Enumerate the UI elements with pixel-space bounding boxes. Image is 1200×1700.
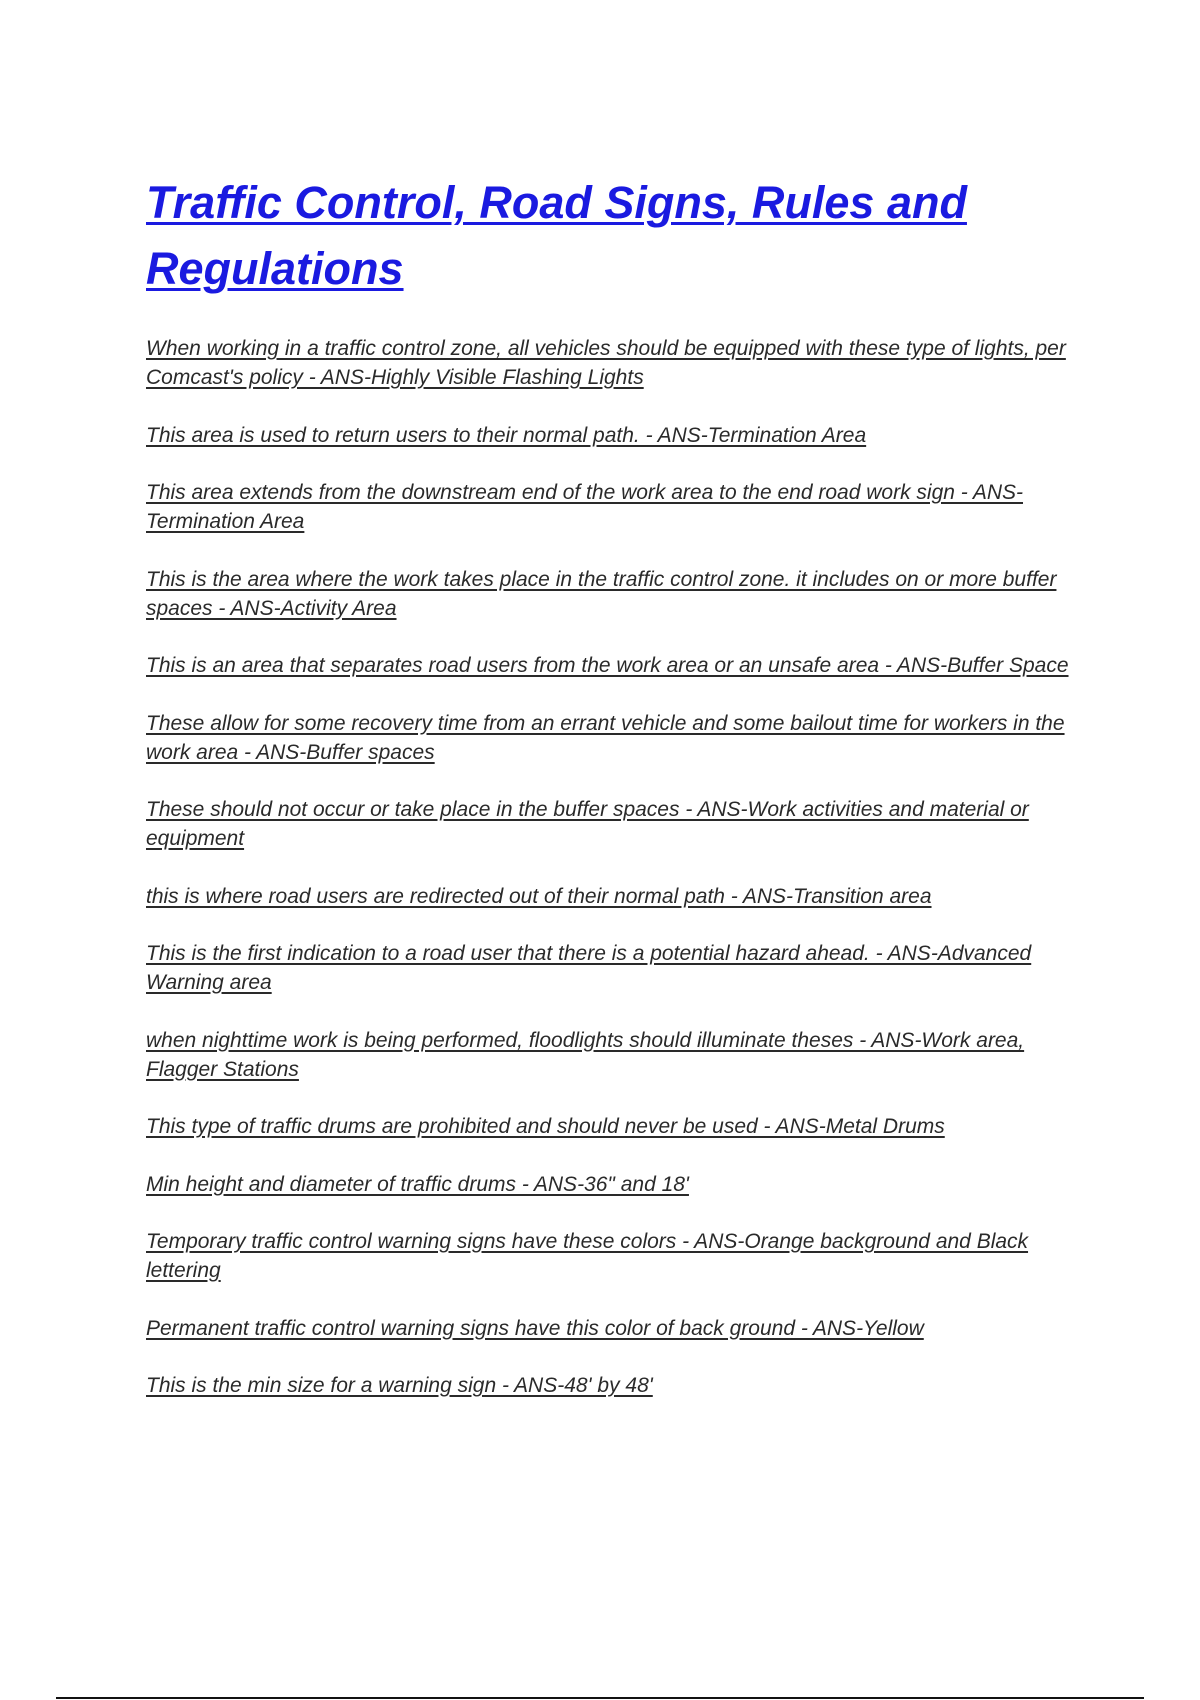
qa-item-7[interactable]: These should not occur or take place in the buffer spaces - ANS-Work activities and material or equipment [146, 798, 1029, 850]
qa-item-6[interactable]: These allow for some recovery time from an errant vehicle and some bailout time for workers in the work area - ANS-Buffer spaces [146, 711, 1065, 764]
qa-item-4[interactable]: This is the area where the work takes place in the traffic control zone. it includes on or more buffer spaces - ANS-Activity Area [146, 567, 1057, 620]
qa-list [146, 334, 1096, 1429]
qa-item-10[interactable]: when nighttime work is being performed, floodlights should illuminate theses - ANS-Work area, Flagger Stations [146, 1028, 1025, 1081]
qa-item-13[interactable]: Temporary traffic control warning signs have these colors - ANS-Orange background and Black lettering [146, 1230, 1029, 1282]
footer-divider [56, 1697, 1144, 1699]
qa-item-1[interactable]: When working in a traffic control zone, all vehicles should be equipped with these type of lights, per Comcast's policy - ANS-Highly Visible Flashing Lights [146, 337, 1066, 389]
qa-item-15[interactable]: This is the min size for a warning sign - ANS-48' by 48' [146, 1374, 653, 1397]
qa-item-3[interactable]: This area extends from the downstream end of the work area to the end road work sign - ANS-Termination Area [146, 481, 1023, 533]
qa-item-9[interactable]: This is the first indication to a road user that there is a potential hazard ahead. - ANS-Advanced Warning area [146, 942, 1032, 994]
qa-item-8[interactable]: this is where road users are redirected out of their normal path - ANS-Transition area [146, 884, 932, 908]
qa-item-12[interactable]: Min height and diameter of traffic drums - ANS-36" and 18' [146, 1172, 689, 1196]
qa-item-2[interactable]: This area is used to return users to their normal path. - ANS-Termination Area [146, 423, 867, 447]
qa-item-11[interactable]: This type of traffic drums are prohibited and should never be used - ANS-Metal Drums [146, 1115, 945, 1138]
qa-item-5[interactable]: This is an area that separates road users from the work area or an unsafe area - ANS-Buffer Space [146, 654, 1069, 677]
page-title[interactable]: Traffic Control, Road Signs, Rules and Regulations [146, 177, 967, 294]
qa-item-14[interactable]: Permanent traffic control warning signs have this color of back ground - ANS-Yellow [146, 1316, 924, 1340]
